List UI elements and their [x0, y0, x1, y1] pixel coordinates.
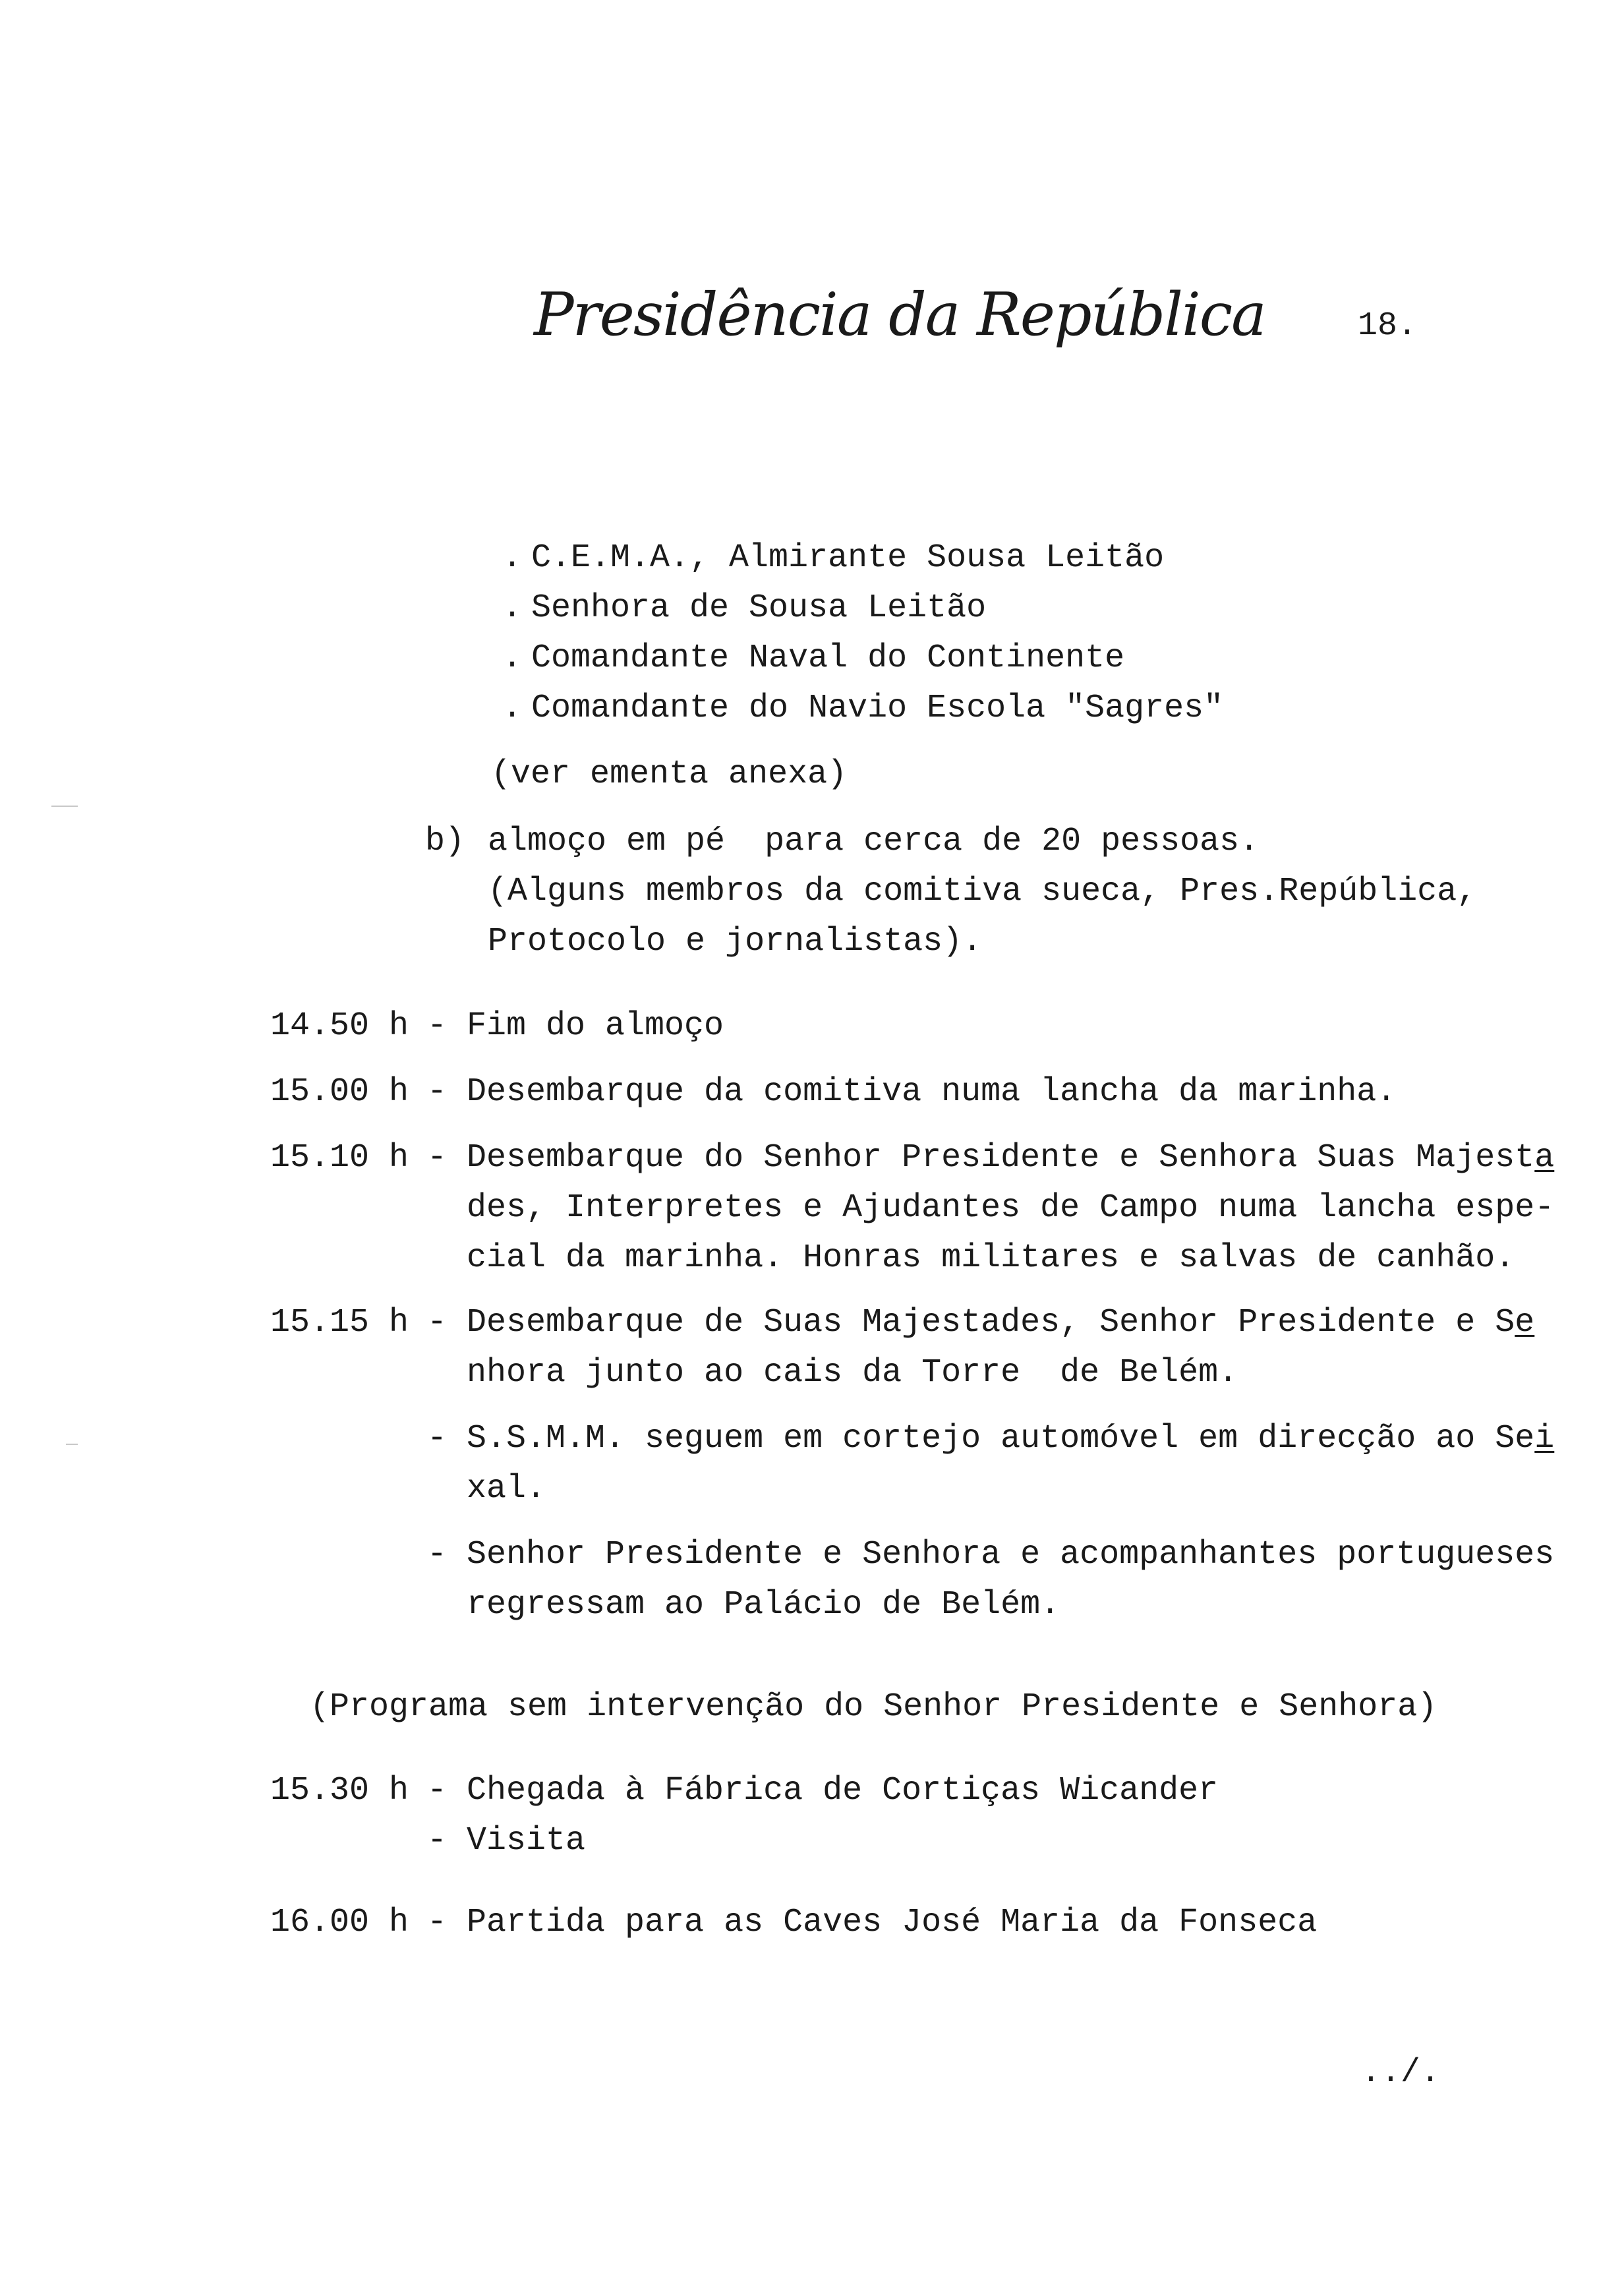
list-item	[502, 539, 1165, 577]
schedule-text: Chegada à Fábrica de Cortiças Wicander	[467, 1772, 1219, 1809]
sub-item-dash: -	[427, 1420, 448, 1457]
schedule-text: Desembarque da comitiva numa lancha da marinha.	[467, 1073, 1397, 1111]
schedule-dash: -	[427, 1822, 448, 1860]
sub-item-text-part: S.S.M.M. seguem em cortejo automóvel em direcção ao Se	[467, 1420, 1535, 1457]
list-item	[502, 692, 1223, 725]
schedule-dash: -	[427, 1304, 448, 1341]
bullet-dot: .	[502, 690, 523, 727]
schedule-dash: -	[427, 1139, 448, 1177]
page-number: 18.	[1358, 307, 1418, 345]
bullet-text: Senhora de Sousa Leitão	[531, 589, 987, 627]
underlined-hyphen-char: i	[1534, 1420, 1555, 1457]
list-item	[502, 589, 987, 627]
schedule-text	[467, 1304, 1535, 1341]
letterhead: Presidência da República	[534, 280, 1265, 349]
bullet-text: Comandante Naval do Continente	[531, 639, 1125, 677]
schedule-text: Visita	[467, 1822, 586, 1860]
schedule-text: Partida para as Caves José Maria da Fonseca	[467, 1904, 1318, 1941]
bullet-text: C.E.M.A., Almirante Sousa Leitão	[531, 539, 1165, 577]
sub-item-dash: -	[427, 1536, 448, 1573]
sub-item-text: xal.	[467, 1470, 546, 1508]
list-item	[502, 639, 1125, 677]
bullet-dot: .	[502, 639, 523, 677]
schedule-time: 15.00 h	[270, 1073, 409, 1111]
item-b-line: (Alguns membros da comitiva sueca, Pres.República,	[488, 873, 1477, 910]
schedule-time: 16.00 h	[270, 1904, 409, 1941]
bullet-text: Comandante do Navio Escola "Sagres"	[531, 690, 1224, 727]
schedule-dash: -	[427, 1007, 448, 1045]
schedule-text: Fim do almoço	[467, 1007, 724, 1045]
item-b-line: Protocolo e jornalistas).	[488, 923, 983, 960]
ementa-note: (ver ementa anexa)	[491, 755, 848, 793]
schedule-dash: -	[427, 1904, 448, 1941]
schedule-text-part: Desembarque de Suas Majestades, Senhor Presidente e S	[467, 1304, 1515, 1341]
schedule-text	[467, 1139, 1555, 1177]
scan-mark	[66, 1444, 78, 1445]
schedule-text: nhora junto ao cais da Torre de Belém.	[467, 1354, 1238, 1392]
sub-item-text: Senhor Presidente e Senhora e acompanhantes portugueses	[467, 1536, 1555, 1573]
underlined-hyphen-char: e	[1515, 1304, 1535, 1341]
schedule-time: 15.10 h	[270, 1139, 409, 1177]
sub-item-text: regressam ao Palácio de Belém.	[467, 1586, 1060, 1624]
schedule-dash: -	[427, 1772, 448, 1809]
schedule-time: 15.15 h	[270, 1304, 409, 1341]
item-b-line: almoço em pé para cerca de 20 pessoas.	[488, 823, 1260, 860]
schedule-dash: -	[427, 1073, 448, 1111]
schedule-text-part: Desembarque do Senhor Presidente e Senhora Suas Majest	[467, 1139, 1535, 1177]
schedule-text: des, Interpretes e Ajudantes de Campo numa lancha espe-	[467, 1189, 1555, 1227]
bullet-dot: .	[502, 589, 523, 627]
schedule-time: 15.30 h	[270, 1772, 409, 1809]
programa-note: (Programa sem intervenção do Senhor Presidente e Senhora)	[310, 1688, 1437, 1726]
schedule-time: 14.50 h	[270, 1007, 409, 1045]
scan-mark	[51, 806, 78, 807]
schedule-text: cial da marinha. Honras militares e salvas de canhão.	[467, 1239, 1515, 1277]
underlined-hyphen-char: a	[1534, 1139, 1555, 1177]
item-b-marker: b)	[425, 823, 465, 860]
continuation-mark: ../.	[1361, 2054, 1441, 2092]
bullet-dot: .	[502, 539, 523, 577]
sub-item-text	[467, 1420, 1555, 1457]
